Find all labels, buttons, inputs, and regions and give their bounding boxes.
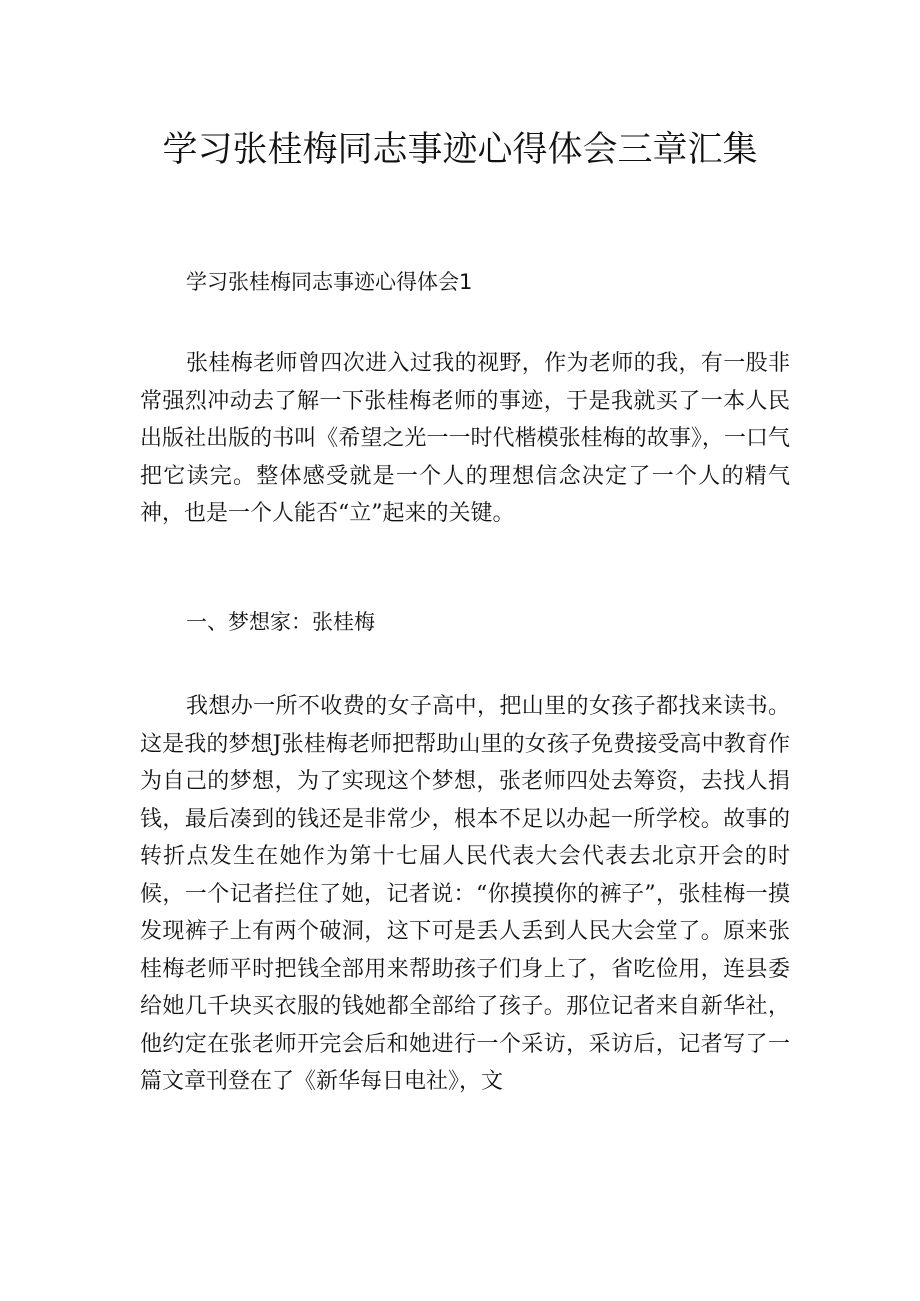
document-title: 学习张桂梅同志事迹心得体会三章汇集 bbox=[162, 130, 758, 170]
paragraph-intro: 张桂梅老师曾四次进入过我的视野，作为老师的我，有一股非常强烈冲动去了解一下张桂梅老师的事迹，于是我就买了一本人民出版社出版的书叫《希望之光一一时代楷模张桂梅的故事》，一口气把它读完。整体感受就是一个人的理想信念决定了一个人的精气神，也是一个人能否“立”起来的关键。 bbox=[140, 351, 790, 526]
section-heading-dreamer: 一、梦想家：张桂梅 bbox=[186, 610, 375, 634]
article-subtitle: 学习张桂梅同志事迹心得体会1 bbox=[186, 270, 473, 294]
paragraph-dream: 我想办一所不收费的女子高中，把山里的女孩子都找来读书。这是我的梦想J张桂梅老师把帮助山里的女孩子免费接受高中教育作为自己的梦想，为了实现这个梦想，张老师四处去筹资，去找人捐钱，最后凑到的钱还是非常少，根本不足以办起一所学校。故事的转折点发生在她作为第十七届人民代表大会代表去北京开会的时候，一个记者拦住了她，记者说：“你摸摸你的裤子”，张桂梅一摸发现裤子上有两个破洞，这下可是丢人丢到人民大会堂了。原来张桂梅老师平时把钱全部用来帮助孩子们身上了，省吃俭用，连县委给她几千块买衣服的钱她都全部给了孩子。那位记者来自新华社，他约定在张老师开完会后和她进行一个采访，采访后，记者写了一篇文章刊登在了《新华每日电社》，文 bbox=[140, 694, 790, 1094]
